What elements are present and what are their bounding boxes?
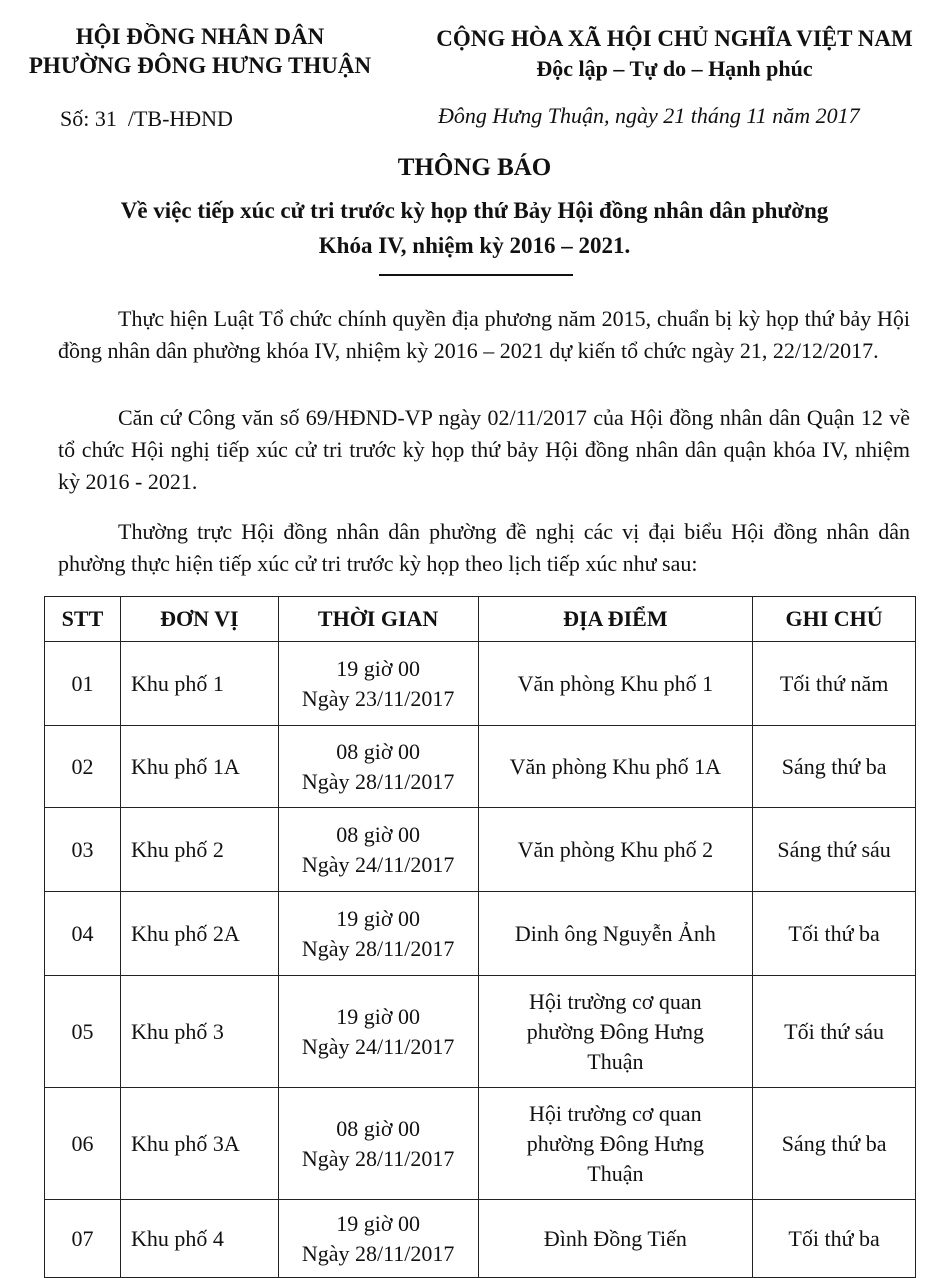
header-unit: ĐƠN VỊ — [120, 597, 278, 642]
cell-place: Dinh ông Nguyễn Ảnh — [478, 892, 753, 976]
issuing-org-line2: PHƯỜNG ĐÔNG HƯNG THUẬN — [28, 53, 372, 78]
cell-hour: 19 giờ 00 — [336, 655, 420, 681]
header-note: GHI CHÚ — [753, 597, 916, 642]
cell-time — [278, 892, 478, 976]
issuing-org-line1: HỘI ĐỒNG NHÂN DÂN — [75, 24, 325, 49]
header-place: ĐỊA ĐIỂM — [478, 597, 753, 642]
body-paragraph-2: Căn cứ Công văn số 69/HĐND-VP ngày 02/11/2017 của Hội đồng nhân dân Quận 12 về tổ chức Hội nghị tiếp xúc cử tri trước kỳ họp thứ bảy Hội đồng nhân dân quận khóa IV, nhiệm kỳ 2016 - 2021. — [58, 405, 910, 494]
cell-date: Ngày 28/11/2017 — [301, 1240, 455, 1266]
cell-hour: 19 giờ 00 — [336, 905, 420, 931]
body-paragraph-1: Thực hiện Luật Tổ chức chính quyền địa phương năm 2015, chuẩn bị kỳ họp thứ bảy Hội đồng nhân dân phường khóa IV, nhiệm kỳ 2016 – 2021 dự kiến tổ chức ngày 21, 22/12/2017. — [58, 306, 910, 363]
cell-place: Văn phòng Khu phố 2 — [478, 808, 753, 892]
cell-hour: 08 giờ 00 — [336, 738, 420, 764]
cell-place: Văn phòng Khu phố 1A — [478, 726, 753, 808]
cell-place: Đình Đồng Tiến — [478, 1200, 753, 1278]
cell-note: Tối thứ ba — [753, 1200, 916, 1278]
cell-note: Tối thứ sáu — [753, 976, 916, 1088]
table-row — [45, 726, 916, 808]
table-row — [45, 892, 916, 976]
table-row — [45, 808, 916, 892]
cell-unit: Khu phố 1A — [120, 726, 278, 808]
cell-unit: Khu phố 1 — [120, 642, 278, 726]
cell-unit: Khu phố 3A — [120, 1088, 278, 1200]
national-motto: Độc lập – Tự do – Hạnh phúc — [536, 56, 813, 81]
cell-note: Sáng thứ sáu — [753, 808, 916, 892]
cell-stt: 01 — [45, 642, 121, 726]
national-title: CỘNG HÒA XÃ HỘI CHỦ NGHĨA VIỆT NAM — [436, 26, 913, 51]
cell-date: Ngày 28/11/2017 — [301, 935, 455, 961]
table-row — [45, 1088, 916, 1200]
table-row — [45, 642, 916, 726]
table-row — [45, 976, 916, 1088]
cell-unit: Khu phố 3 — [120, 976, 278, 1088]
cell-place: Văn phòng Khu phố 1 — [478, 642, 753, 726]
cell-time — [278, 976, 478, 1088]
cell-time — [278, 1088, 478, 1200]
document-subtitle-line2: Khóa IV, nhiệm kỳ 2016 – 2021. — [318, 233, 631, 258]
cell-stt: 07 — [45, 1200, 121, 1278]
cell-unit: Khu phố 2A — [120, 892, 278, 976]
cell-time — [278, 1200, 478, 1278]
cell-date: Ngày 23/11/2017 — [301, 685, 455, 711]
cell-place: Hội trường cơ quan phường Đông Hưng Thuận — [478, 1088, 753, 1200]
schedule-table — [44, 596, 916, 1278]
cell-stt: 04 — [45, 892, 121, 976]
cell-date: Ngày 28/11/2017 — [301, 768, 455, 794]
cell-note: Tối thứ năm — [753, 642, 916, 726]
cell-time — [278, 726, 478, 808]
cell-unit: Khu phố 2 — [120, 808, 278, 892]
document-title: THÔNG BÁO — [397, 154, 552, 181]
cell-hour: 19 giờ 00 — [336, 1210, 420, 1236]
body-paragraph-3: Thường trực Hội đồng nhân dân phường đề nghị các vị đại biểu Hội đồng nhân dân phường thực hiện tiếp xúc cử tri trước kỳ họp theo lịch tiếp xúc như sau: — [58, 519, 910, 576]
cell-date: Ngày 24/11/2017 — [301, 851, 455, 877]
cell-hour: 08 giờ 00 — [336, 1115, 420, 1141]
cell-note: Sáng thứ ba — [753, 726, 916, 808]
cell-unit: Khu phố 4 — [120, 1200, 278, 1278]
cell-time — [278, 808, 478, 892]
place-and-date: Đông Hưng Thuận, ngày 21 tháng 11 năm 2017 — [438, 103, 860, 128]
table-row — [45, 1200, 916, 1278]
cell-place: Hội trường cơ quan phường Đông Hưng Thuận — [478, 976, 753, 1088]
table-header-row — [45, 597, 916, 642]
cell-hour: 19 giờ 00 — [336, 1003, 420, 1029]
cell-stt: 05 — [45, 976, 121, 1088]
cell-hour: 08 giờ 00 — [336, 821, 420, 847]
cell-stt: 02 — [45, 726, 121, 808]
cell-stt: 03 — [45, 808, 121, 892]
cell-time — [278, 642, 478, 726]
document-subtitle-line1: Về việc tiếp xúc cử tri trước kỳ họp thứ Bảy Hội đồng nhân dân phường — [120, 198, 829, 223]
cell-date: Ngày 28/11/2017 — [301, 1145, 455, 1171]
header-time: THỜI GIAN — [278, 597, 478, 642]
cell-note: Sáng thứ ba — [753, 1088, 916, 1200]
header-stt: STT — [45, 597, 121, 642]
cell-date: Ngày 24/11/2017 — [301, 1033, 455, 1059]
document-number: Số: 31 /TB-HĐND — [60, 106, 233, 131]
title-underline — [379, 274, 573, 276]
cell-note: Tối thứ ba — [753, 892, 916, 976]
cell-stt: 06 — [45, 1088, 121, 1200]
